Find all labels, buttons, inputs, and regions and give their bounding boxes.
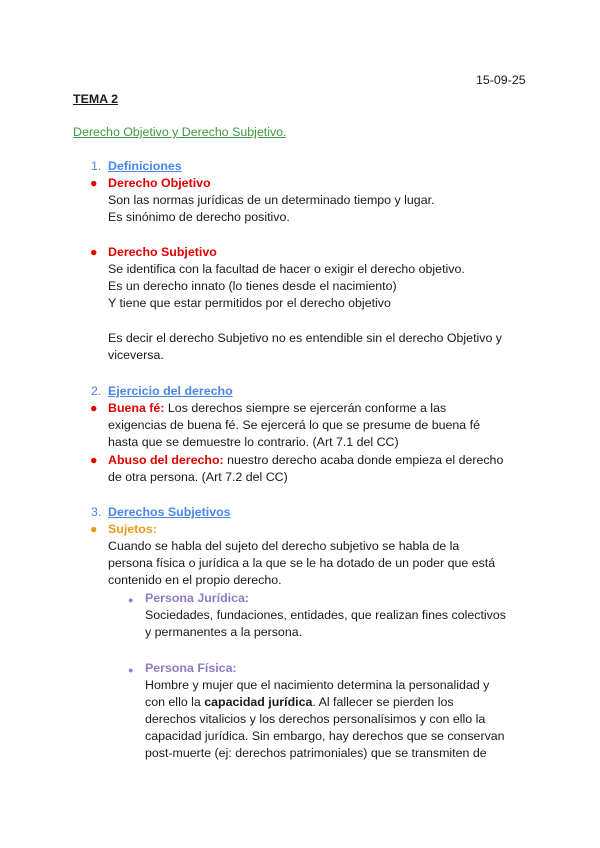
bullet-icon: ● — [90, 245, 98, 259]
persona-juridica-line: y permanentes a la persona. — [145, 625, 303, 639]
sujetos-label: Sujetos: — [108, 522, 157, 536]
bullet-icon: ● — [90, 176, 98, 190]
bullet-icon: ● — [90, 522, 98, 536]
date: 15-09-25 — [476, 73, 526, 87]
buena-fe-line: hasta que se demuestre lo contrario. (Art 7.1 del CC) — [108, 435, 399, 449]
note-line: Es decir el derecho Subjetivo no es entendible sin el derecho Objetivo y — [108, 331, 502, 345]
buena-fe-line: exigencias de buena fé. Se ejercerá lo que se presume de buena fé — [108, 418, 480, 432]
abuso-line: de otra persona. (Art 7.2 del CC) — [108, 470, 288, 484]
persona-fisica-line: derechos vitalicios y los derechos personalísimos y con ello la — [145, 712, 486, 726]
section-1-title: Definiciones — [108, 159, 182, 173]
derecho-subjetivo-label: Derecho Subjetivo — [108, 245, 217, 259]
topic-heading: TEMA 2 — [73, 92, 118, 106]
bullet-icon: ● — [128, 595, 134, 605]
derecho-subjetivo-line: Se identifica con la facultad de hacer o exigir el derecho objetivo. — [108, 262, 465, 276]
derecho-objetivo-line: Son las normas jurídicas de un determinado tiempo y lugar. — [108, 193, 435, 207]
sujetos-line: contenido en el propio derecho. — [108, 573, 282, 587]
persona-fisica-line: con ello la capacidad jurídica. Al fallecer se pierden los — [145, 695, 454, 709]
persona-juridica-label: Persona Jurídica: — [145, 591, 249, 605]
persona-fisica-line: capacidad jurídica. Sin embargo, hay derechos que se conservan — [145, 729, 505, 743]
persona-fisica-line: post-muerte (ej: derechos patrimoniales) que se transmiten de — [145, 746, 487, 760]
bullet-icon: ● — [128, 665, 134, 675]
section-2-title: Ejercicio del derecho — [108, 384, 233, 398]
section-3-title: Derechos Subjetivos — [108, 505, 231, 519]
bullet-icon: ● — [90, 401, 98, 415]
bullet-icon: ● — [90, 453, 98, 467]
persona-fisica-label: Persona Física: — [145, 661, 237, 675]
section-1-number: 1. — [91, 159, 102, 173]
sujetos-line: Cuando se habla del sujeto del derecho subjetivo se habla de la — [108, 539, 460, 553]
persona-fisica-line: Hombre y mujer que el nacimiento determina la personalidad y — [145, 678, 490, 692]
note-line: viceversa. — [108, 348, 164, 362]
buena-fe-first-line: Buena fé: Los derechos siempre se ejercerán conforme a las — [108, 401, 447, 415]
derecho-subjetivo-line: Y tiene que estar permitidos por el derecho objetivo — [108, 296, 391, 310]
derecho-objetivo-label: Derecho Objetivo — [108, 176, 211, 190]
persona-juridica-line: Sociedades, fundaciones, entidades, que realizan fines colectivos — [145, 608, 506, 622]
abuso-first-line: Abuso del derecho: nuestro derecho acaba donde empieza el derecho — [108, 453, 504, 467]
sujetos-line: persona física o jurídica a la que se le ha dotado de un poder que está — [108, 556, 496, 570]
section-3-number: 3. — [91, 505, 102, 519]
derecho-subjetivo-line: Es un derecho innato (lo tienes desde el nacimiento) — [108, 279, 397, 293]
section-2-number: 2. — [91, 384, 102, 398]
subtitle: Derecho Objetivo y Derecho Subjetivo. — [73, 125, 287, 139]
derecho-objetivo-line: Es sinónimo de derecho positivo. — [108, 210, 290, 224]
